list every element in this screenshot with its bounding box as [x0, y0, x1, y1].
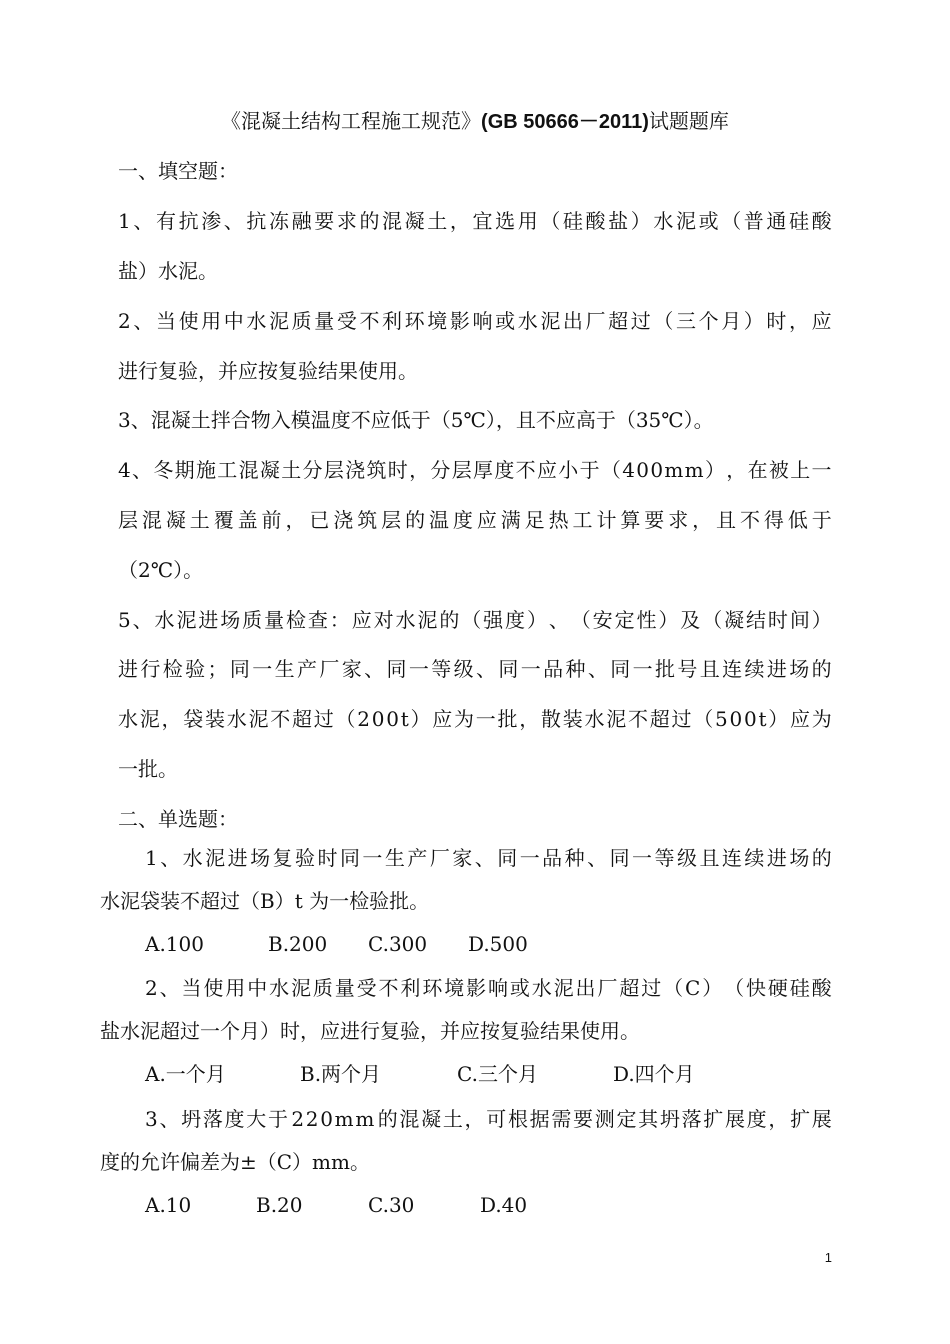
option-d: D.四个月	[613, 1062, 695, 1086]
option-b: B.20	[256, 1193, 303, 1217]
option-c: C.三个月	[457, 1062, 538, 1086]
option-a: A.100	[145, 932, 204, 956]
fill-q1-line2: 盐）水泥。	[118, 259, 218, 283]
section2-heading: 二、单选题：	[118, 807, 238, 831]
choice-q2-line1: 2 、 当 使 用 中 水 泥 质 量 受 不 利 环 境 影 响 或 水 泥 出 厂 超 过 （ C ） （ 快 硬 硅 酸	[145, 976, 832, 1000]
choice-q3-options	[0, 1191, 950, 1219]
option-d: D.500	[468, 932, 528, 956]
document-title: 《混凝土结构工程施工规范》(GB 50666－2011)试题题库	[221, 109, 729, 133]
option-b: B.两个月	[300, 1062, 382, 1086]
fill-q4-line1: 4 、 冬 期 施 工 混 凝 土 分 层 浇 筑 时 ， 分 层 厚 度 不 应 小 于 （ 4 0 0 m m ） ， 在 被 上 一	[118, 458, 832, 482]
section1-heading: 一、填空题：	[118, 159, 238, 183]
fill-q5-line2: 进 行 检 验 ； 同 一 生 产 厂 家 、 同 一 等 级 、 同 一 品 种 、 同 一 批 号 且 连 续 进 场 的	[118, 657, 832, 681]
option-a: A.10	[145, 1193, 192, 1217]
page-number: 1	[824, 1250, 832, 1265]
fill-q4-line2: 层 混 凝 土 覆 盖 前 ， 已 浇 筑 层 的 温 度 应 满 足 热 工 计 算 要 求 ， 且 不 得 低 于	[118, 508, 832, 532]
option-d: D.40	[480, 1193, 528, 1217]
fill-q2-line1: 2 、 当 使 用 中 水 泥 质 量 受 不 利 环 境 影 响 或 水 泥 出 厂 超 过 （ 三 个 月 ） 时 ， 应	[118, 309, 832, 333]
fill-q1-line1: 1 、 有 抗 渗 、 抗 冻 融 要 求 的 混 凝 土 ， 宜 选 用 （ 硅 酸 盐 ） 水 泥 或 （ 普 通 硅 酸	[118, 209, 832, 233]
choice-q3-line1: 3 、 坍 落 度 大 于 2 2 0 m m 的 混 凝 土 ， 可 根 据 需 要 测 定 其 坍 落 扩 展 度 ， 扩 展	[145, 1107, 832, 1131]
choice-q2-line2: 盐水泥超过一个月）时，应进行复验，并应按复验结果使用。	[100, 1019, 640, 1043]
choice-q1-line2: 水泥袋装不超过（B）t 为一检验批。	[100, 889, 430, 913]
choice-q1-line1: 1 、 水 泥 进 场 复 验 时 同 一 生 产 厂 家 、 同 一 品 种 、 同 一 等 级 且 连 续 进 场 的	[145, 846, 832, 870]
option-a: A.一个月	[145, 1062, 226, 1086]
fill-q3-line1: 3、混凝土拌合物入模温度不应低于（5℃），且不应高于（35℃）。	[118, 408, 714, 432]
choice-q3-line2: 度的允许偏差为±（C）mm。	[100, 1150, 370, 1174]
fill-q5-line4: 一批。	[118, 757, 178, 781]
option-b: B.200	[268, 932, 328, 956]
option-c: C.30	[368, 1193, 415, 1217]
fill-q5-line3: 水 泥 ， 袋 装 水 泥 不 超 过 （ 2 0 0 t ） 应 为 一 批 ， 散 装 水 泥 不 超 过 （ 5 0 0 t ） 应 为	[118, 707, 832, 731]
fill-q4-line3: （2℃）。	[118, 558, 204, 582]
choice-q2-options	[0, 1060, 950, 1088]
fill-q2-line2: 进行复验，并应按复验结果使用。	[118, 359, 418, 383]
option-c: C.300	[368, 932, 428, 956]
fill-q5-line1: 5 、 水 泥 进 场 质 量 检 查 ： 应 对 水 泥 的 （ 强 度 ） 、 （ 安 定 性 ） 及 （ 凝 结 时 间 ）	[118, 608, 832, 632]
choice-q1-options	[0, 930, 950, 958]
